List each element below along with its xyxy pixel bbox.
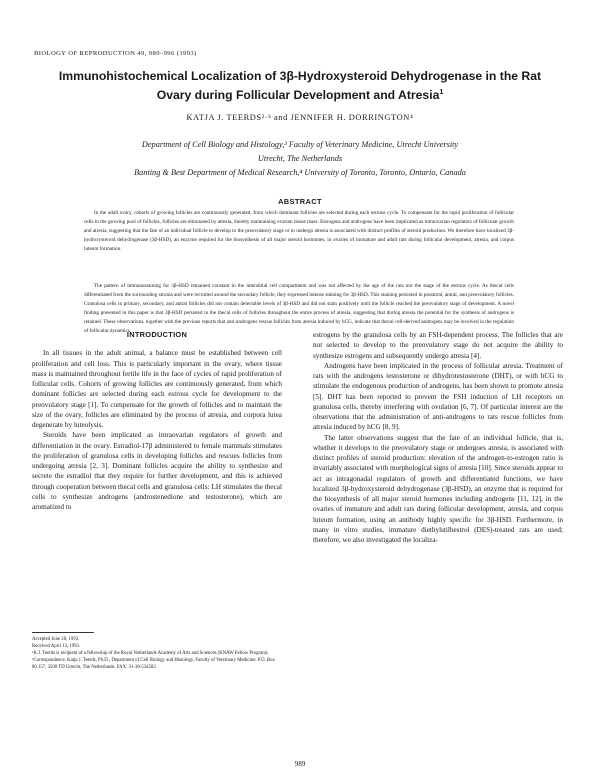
- footnote-accepted: Accepted June 28, 1993.: [32, 637, 80, 642]
- affiliation-line-1: Department of Cell Biology and Histology,³ Faculty of Veterinary Medicine, Utrecht University: [141, 140, 459, 149]
- intro-paragraph-3: estrogens by the granulosa cells by an FSH-dependent process. The follicles that are not selected to develop to the preovulatory stage do not acquire the ability to synthesize estrogens and subsequently undergo atresia [4].: [313, 331, 563, 360]
- intro-paragraph-2: Steroids have been implicated as intraovarian regulators of growth and differentiation in the ovary. Estradiol-17β administered to female mammals stimulates the proliferation of granulosa cells in developing follicles and rescues follicles from undergoing atresia [2, 3]. Dominant follicles acquire the ability to synthesize and secrete the estradiol that they require for further development, and this is achieved through cooperation between thecal cells and granulosa cells: LH stimulates the thecal cells to synthesize androgens (androstenedione and testosterone), which are aromatized to: [32, 431, 282, 511]
- abstract-paragraph-1: In the adult ovary, cohorts of growing follicles are continuously generated, from which dominant follicles are selected during each estrous cycle. To compensate for the rapid proliferation of follicular cells in the growing pool of follicles, follicles are eliminated by atresia, thereby maintaining ovarian tissue mass. Estrogens and androgens have been implicated as intraovarian regulators of follicular growth and atresia, suggesting that the fate of an individual follicle to develop to the preovulatory stage or to undergo atresia is associated with distinct profiles of steroid production. We therefore have localized 3β-hydroxysteroid dehydrogenase (3β-HSD), an enzyme required for the biosynthesis of all major steroid hormones, in ovaries of immature and adult rats during follicular development, atresia, and corpus luteum formation.: [84, 210, 514, 252]
- abstract-heading: ABSTRACT: [278, 197, 322, 206]
- body-column-left: [32, 330, 282, 512]
- affiliation-utrecht: [40, 138, 560, 165]
- title-footnote-mark: 1: [439, 88, 444, 96]
- footnote-funding: ¹K.J. Teerds is recipient of a fellowship of the Royal Netherlands Academy of Arts and Sciences (KNAW Fellow Program).: [32, 651, 269, 657]
- title-line-2-wrap: [40, 85, 560, 104]
- authors: KATJA J. TEERDS²·³ and JENNIFER H. DORRINGTON⁴: [186, 113, 414, 122]
- affiliation-toronto: Banting & Best Department of Medical Research,⁴ University of Toronto, Toronto, Ontario, Canada: [134, 168, 466, 177]
- title-line-1: Immunohistochemical Localization of 3β-Hydroxysteroid Dehydrogenase in the Rat: [58, 69, 542, 83]
- footnote-received: Received April 13, 1993.: [32, 644, 81, 650]
- footnote-rule: [32, 632, 94, 633]
- journal-reference: BIOLOGY OF REPRODUCTION 49, 989–996 (1993): [34, 50, 197, 57]
- title-line-2: Ovary during Follicular Development and Atresia: [156, 87, 440, 102]
- article-title: [40, 69, 560, 103]
- intro-paragraph-5: The latter observations suggest that the fate of an individual follicle, that is, whether it develops to the preovulatory stage or undergoes atresia, is associated with distinct profiles of steroid production: elevation of the androgen-to-estrogen ratio is invariably associated with morphological signs of atresia [10]. Since steroids appear to act as intragonadal regulators of growth and differentiated functions, we have localized 3β-hydroxysteroid dehydrogenase (3β-HSD), an enzyme that is required for the biosynthesis of all major steroid hormones including androgens [11, 12], in the ovaries of immature and adult rats during follicular development, atresia, and corpus luteum formation, using an antibody highly specific for 3β-HSD. Furthermore, in many in vitro studies, immature diethylstilbestrol (DES)-treated rats are used; therefore, we also investigated the localiza-: [313, 433, 563, 544]
- intro-paragraph-4: Androgens have been implicated in the process of follicular atresia. Treatment of rats with the androgens testosterone or dihydrotestosterone (DHT), or with hCG to stimulate the endogenous production of androgens, has been shown to promote atresia [5]. DHT has been reported to prevent the FSH induction of LH receptors on granulosa cells, thereby interfering with ovulation [6, 7]. Of particular interest are the observations that the administration of anti-androgens to rats rescue follicles from atresia induced by hCG [8, 9].: [313, 361, 563, 432]
- page-number: 989: [294, 760, 306, 768]
- footnotes: [32, 632, 282, 671]
- introduction-heading: INTRODUCTION: [126, 330, 188, 339]
- affiliation-line-2: Utrecht, The Netherlands: [257, 153, 343, 163]
- abstract-paragraph-2: The pattern of immunostaining for 3β-HSD remained constant in the interstitial cell compartment and was not affected by the age of the rats nor the stage of the estrous cycle. As thecal cells differentiated from the surrounding stroma and were recruited around the secondary follicle, they expressed intense staining for 3β-HSD. This staining persisted in preantral, antral, and preovulatory follicles. Granulosa cells in primary, secondary, and antral follicles did not contain detectable levels of 3β-HSD and did not stain positively until the follicle reached the preovulatory stage of development. A novel finding presented in this paper is that 3β-HSD persisted in the thecal cells of follicles throughout the entire process of atresia, suggesting that during atresia the potential for the synthesis of androgens is retained. These observations, together with the previous reports that anti-androgens rescue follicles from atresia induced by hCG, indicate that thecal cell-derived androgens may be involved in the regulation of follicular dynamics.: [84, 283, 514, 334]
- footnote-correspondence: ²Correspondence: Katja J. Teerds, Ph.D., Department of Cell Biology and Histology, Faculty of Veterinary Medicine, P.O. Box 80.157, 3508 TD Utrecht, The Netherlands. FAX: 31-30-534582.: [32, 658, 275, 671]
- body-column-right: [313, 330, 563, 545]
- intro-paragraph-1: In all tissues in the adult animal, a balance must be established between cell proliferation and cell loss. This is particularly important in the ovary, where tissue mass is maintained throughout fertile life in the face of cycles of rapid proliferation of follicular cells. Cohorts of growing follicles are continuously generated, from which dominant follicles are selected during each estrous cycle for development to the preovulatory stage [1]. To compensate for the growth of follicles and to maintain the size of the ovary, follicles are eliminated by the process of atresia, and corpora lutea degenerate by luteolysis.: [32, 349, 282, 429]
